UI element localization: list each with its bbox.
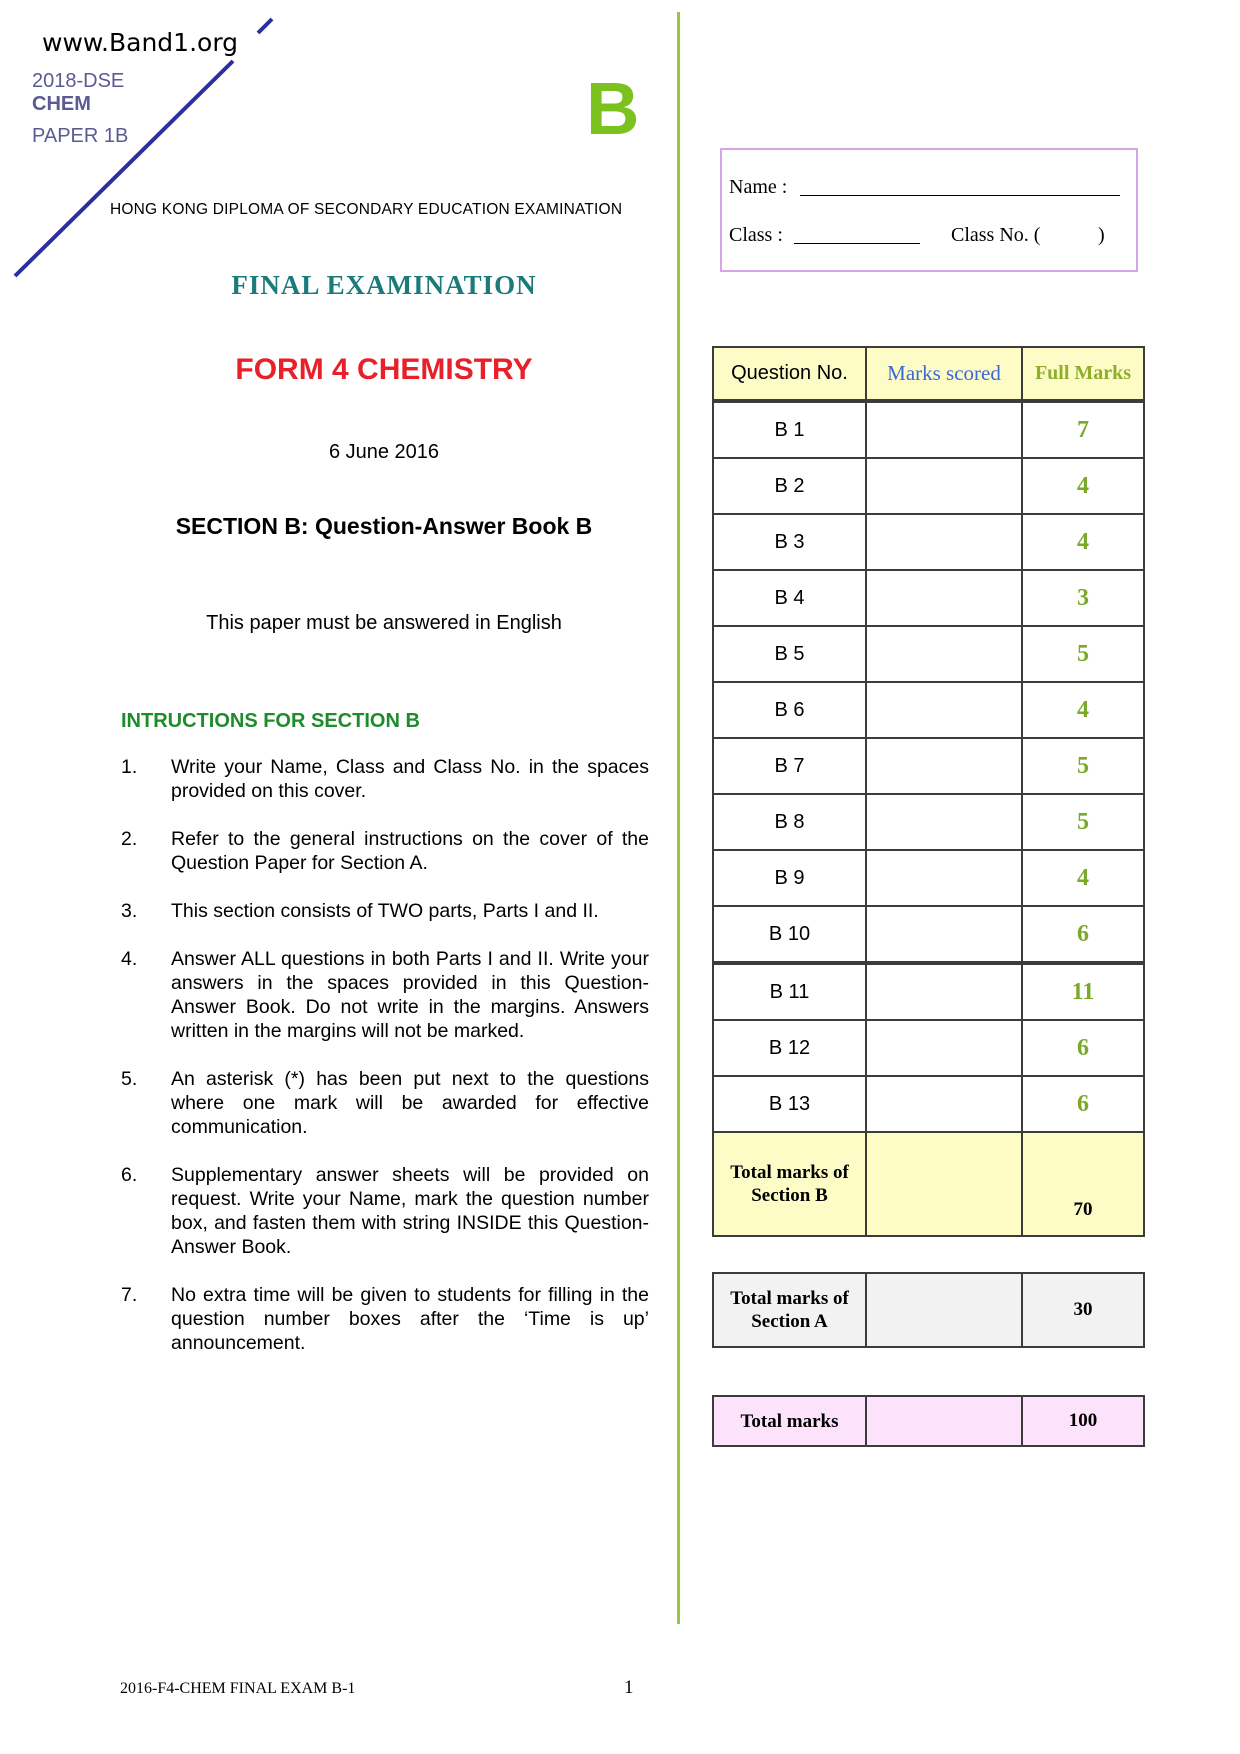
total-section-b-full: 70 bbox=[1022, 1132, 1144, 1236]
table-row bbox=[713, 401, 1144, 458]
instruction-number: 6. bbox=[121, 1164, 138, 1186]
grand-total-row bbox=[713, 1396, 1144, 1446]
question-number: B 11 bbox=[713, 963, 866, 1020]
final-exam-title: FINAL EXAMINATION bbox=[231, 270, 537, 300]
marks-scored-cell[interactable] bbox=[866, 682, 1022, 738]
instruction-item bbox=[121, 827, 649, 875]
page-number: 1 bbox=[624, 1677, 634, 1698]
table-row bbox=[713, 514, 1144, 570]
full-marks: 6 bbox=[1022, 1076, 1144, 1132]
instructions-heading: INTRUCTIONS FOR SECTION B bbox=[121, 710, 420, 732]
full-marks: 4 bbox=[1022, 514, 1144, 570]
instruction-number: 3. bbox=[121, 900, 138, 922]
question-number: B 5 bbox=[713, 626, 866, 682]
total-b-label-line1: Total marks of bbox=[730, 1162, 849, 1183]
full-marks: 7 bbox=[1022, 401, 1144, 458]
class-field[interactable] bbox=[794, 243, 920, 244]
question-number: B 12 bbox=[713, 1020, 866, 1076]
instruction-item bbox=[121, 1163, 649, 1259]
full-marks: 4 bbox=[1022, 458, 1144, 514]
instruction-text: Supplementary answer sheets will be provided on request. Write your Name, mark the question number box, and fasten them with string INSIDE this Question-Answer Book. bbox=[171, 1164, 649, 1258]
question-number: B 1 bbox=[713, 401, 866, 458]
instruction-number: 5. bbox=[121, 1068, 138, 1090]
marks-scored-cell[interactable] bbox=[866, 514, 1022, 570]
language-note: This paper must be answered in English bbox=[206, 612, 562, 634]
total-section-a-row bbox=[713, 1273, 1144, 1347]
marks-scored-cell[interactable] bbox=[866, 570, 1022, 626]
instruction-text: No extra time will be given to students for filling in the question number boxes after the ‘Time is up’ announcement. bbox=[171, 1284, 649, 1354]
full-marks: 11 bbox=[1022, 963, 1144, 1020]
grand-total-full: 100 bbox=[1022, 1396, 1144, 1446]
instruction-item bbox=[121, 899, 649, 923]
instruction-text: This section consists of TWO parts, Parts I and II. bbox=[171, 900, 599, 922]
marks-scored-cell[interactable] bbox=[866, 1076, 1022, 1132]
instructions-list bbox=[121, 755, 649, 1379]
question-number: B 3 bbox=[713, 514, 866, 570]
col-scored-header: Marks scored bbox=[866, 347, 1022, 401]
total-a-label-line2: Section A bbox=[751, 1311, 828, 1332]
class-no-label: Class No. ( bbox=[951, 224, 1041, 246]
question-number: B 2 bbox=[713, 458, 866, 514]
table-row bbox=[713, 963, 1144, 1020]
name-field[interactable] bbox=[800, 195, 1120, 196]
full-marks: 6 bbox=[1022, 1020, 1144, 1076]
question-number: B 6 bbox=[713, 682, 866, 738]
full-marks: 5 bbox=[1022, 794, 1144, 850]
class-label: Class : bbox=[729, 224, 783, 246]
student-info-box bbox=[720, 148, 1138, 272]
marks-scored-cell[interactable] bbox=[866, 626, 1022, 682]
marks-scored-cell[interactable] bbox=[866, 906, 1022, 963]
instruction-number: 1. bbox=[121, 756, 138, 778]
table-header-row bbox=[713, 347, 1144, 401]
paper-code-paper: PAPER 1B bbox=[32, 125, 129, 147]
subject-title: FORM 4 CHEMISTRY bbox=[235, 353, 533, 386]
marks-scored-cell[interactable] bbox=[866, 738, 1022, 794]
exam-date: 6 June 2016 bbox=[328, 441, 440, 463]
exam-authority: HONG KONG DIPLOMA OF SECONDARY EDUCATION EXAMINATION bbox=[110, 201, 623, 218]
paper-code-subject: CHEM bbox=[32, 93, 91, 115]
full-marks: 4 bbox=[1022, 682, 1144, 738]
question-number: B 9 bbox=[713, 850, 866, 906]
col-full-header: Full Marks bbox=[1022, 347, 1144, 401]
instruction-text: Write your Name, Class and Class No. in the spaces provided on this cover. bbox=[171, 756, 649, 802]
instruction-text: An asterisk (*) has been put next to the questions where one mark will be awarded for effective communication. bbox=[171, 1068, 649, 1138]
instruction-text: Refer to the general instructions on the cover of the Question Paper for Section A. bbox=[171, 828, 649, 874]
marks-scored-cell[interactable] bbox=[866, 401, 1022, 458]
total-section-b-label bbox=[713, 1132, 866, 1236]
total-a-label-line1: Total marks of bbox=[730, 1288, 849, 1309]
question-number: B 4 bbox=[713, 570, 866, 626]
grand-total-label: Total marks bbox=[713, 1396, 866, 1446]
marks-scored-cell[interactable] bbox=[866, 794, 1022, 850]
footer-code: 2016-F4-CHEM FINAL EXAM B-1 bbox=[120, 1680, 356, 1697]
table-row bbox=[713, 458, 1144, 514]
table-row bbox=[713, 906, 1144, 963]
total-section-a-scored[interactable] bbox=[866, 1273, 1022, 1347]
table-row bbox=[713, 850, 1144, 906]
instruction-item bbox=[121, 1283, 649, 1355]
instruction-item bbox=[121, 755, 649, 803]
marks-scored-cell[interactable] bbox=[866, 1020, 1022, 1076]
full-marks: 6 bbox=[1022, 906, 1144, 963]
full-marks: 5 bbox=[1022, 738, 1144, 794]
total-section-a-full: 30 bbox=[1022, 1273, 1144, 1347]
table-row bbox=[713, 738, 1144, 794]
instruction-number: 2. bbox=[121, 828, 138, 850]
question-number: B 10 bbox=[713, 906, 866, 963]
marks-scored-cell[interactable] bbox=[866, 458, 1022, 514]
question-number: B 7 bbox=[713, 738, 866, 794]
instruction-number: 4. bbox=[121, 948, 138, 970]
question-number: B 13 bbox=[713, 1076, 866, 1132]
table-row bbox=[713, 570, 1144, 626]
website-url: www.Band1.org bbox=[42, 28, 239, 57]
marks-scored-cell[interactable] bbox=[866, 850, 1022, 906]
full-marks: 3 bbox=[1022, 570, 1144, 626]
section-a-total-table bbox=[712, 1272, 1145, 1348]
table-row bbox=[713, 794, 1144, 850]
col-question-header: Question No. bbox=[713, 347, 866, 401]
total-section-b-row bbox=[713, 1132, 1144, 1236]
book-letter: B bbox=[586, 67, 640, 150]
grand-total-table bbox=[712, 1395, 1145, 1447]
paper-code-year: 2018-DSE bbox=[32, 70, 125, 92]
table-row bbox=[713, 1020, 1144, 1076]
instruction-item bbox=[121, 947, 649, 1043]
class-no-field[interactable]: ) bbox=[1098, 224, 1105, 246]
table-row bbox=[713, 1076, 1144, 1132]
full-marks: 4 bbox=[1022, 850, 1144, 906]
instruction-number: 7. bbox=[121, 1284, 138, 1306]
table-row bbox=[713, 682, 1144, 738]
instruction-text: Answer ALL questions in both Parts I and II. Write your answers in the spaces provided in this Question-Answer Book. Do not write in the margins. Answers written in the margins will not be marked. bbox=[171, 948, 649, 1042]
vertical-divider bbox=[677, 12, 680, 1624]
total-b-label-line2: Section B bbox=[751, 1185, 828, 1206]
full-marks: 5 bbox=[1022, 626, 1144, 682]
total-section-b-scored[interactable] bbox=[866, 1132, 1022, 1236]
marks-scored-cell[interactable] bbox=[866, 963, 1022, 1020]
grand-total-scored[interactable] bbox=[866, 1396, 1022, 1446]
section-title: SECTION B: Question-Answer Book B bbox=[175, 513, 593, 539]
total-section-a-label bbox=[713, 1273, 866, 1347]
marks-table bbox=[712, 346, 1145, 1237]
question-number: B 8 bbox=[713, 794, 866, 850]
instruction-item bbox=[121, 1067, 649, 1139]
name-label: Name : bbox=[729, 176, 788, 198]
table-row bbox=[713, 626, 1144, 682]
